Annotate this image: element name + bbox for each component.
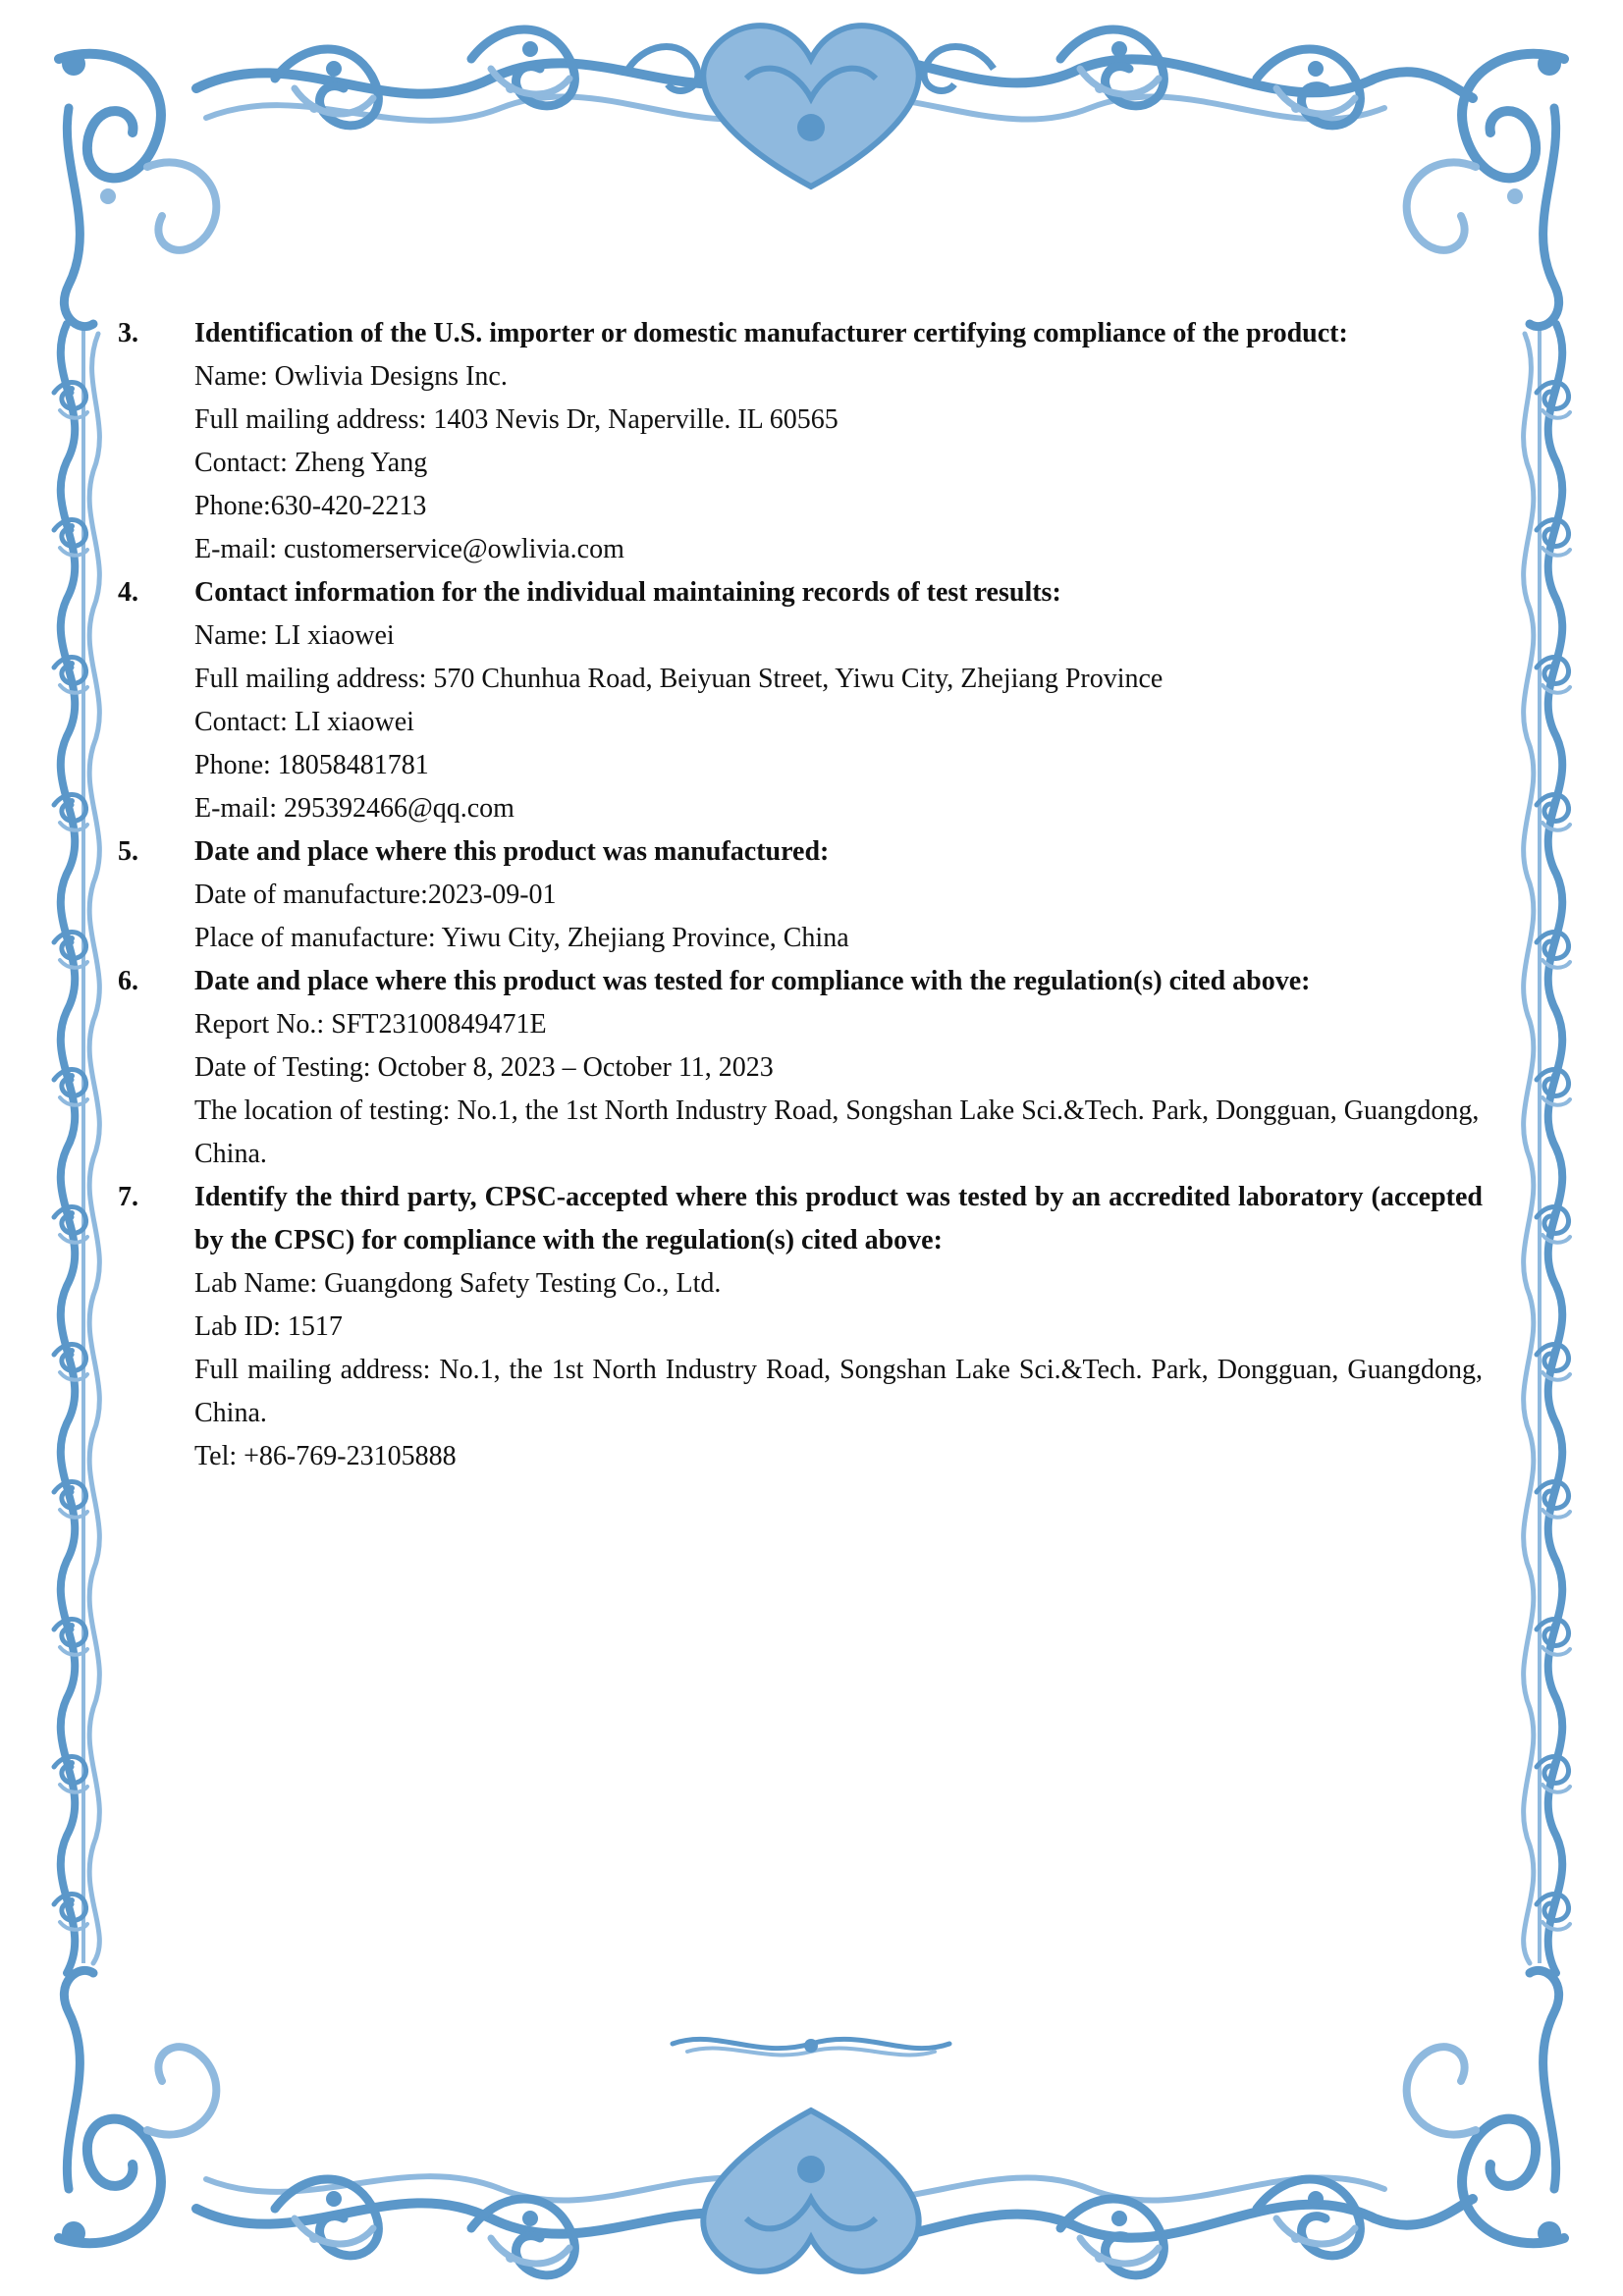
- lab-address: Full mailing address: No.1, the 1st North Industry Road, Songshan Lake Sci.&Tech. Park, Dongguan, Guangdong, China.: [194, 1355, 1483, 1428]
- records-phone: Phone: 18058481781: [194, 750, 429, 780]
- records-address: Full mailing address: 570 Chunhua Road, Beiyuan Street, Yiwu City, Zhejiang Province: [194, 664, 1163, 694]
- bottom-right-corner-ornament: [1407, 1970, 1564, 2245]
- section-number: 7.: [118, 1182, 138, 1212]
- section-6-testing: [118, 960, 1483, 1176]
- section-5-manufacture: [118, 830, 1483, 960]
- section-title: Date and place where this product was tested for compliance with the regulation(s) cited above:: [194, 966, 1311, 996]
- importer-contact: Contact: Zheng Yang: [194, 448, 428, 478]
- section-7-laboratory: [118, 1176, 1483, 1478]
- section-4-records-contact: [118, 571, 1483, 830]
- left-border: [54, 324, 99, 1973]
- lab-tel: Tel: +86-769-23105888: [194, 1441, 457, 1471]
- bottom-border: [196, 2039, 1473, 2275]
- section-title: Identification of the U.S. importer or domestic manufacturer certifying compliance of the product:: [194, 318, 1348, 348]
- report-number: Report No.: SFT23100849471E: [194, 1009, 547, 1040]
- testing-location: The location of testing: No.1, the 1st North Industry Road, Songshan Lake Sci.&Tech. Park, Dongguan, Guangdong, China.: [194, 1095, 1480, 1169]
- manufacture-place: Place of manufacture: Yiwu City, Zhejiang Province, China: [194, 923, 849, 953]
- records-contact: Contact: LI xiaowei: [194, 707, 414, 737]
- section-title: Identify the third party, CPSC-accepted where this product was tested by an accredited laboratory (accepted by the CPSC) for compliance with the regulation(s) cited above:: [194, 1182, 1483, 1255]
- section-number: 4.: [118, 577, 138, 608]
- lab-name: Lab Name: Guangdong Safety Testing Co., Ltd.: [194, 1268, 722, 1299]
- testing-dates: Date of Testing: October 8, 2023 – October 11, 2023: [194, 1052, 774, 1083]
- top-border: [196, 26, 1473, 187]
- records-email: E-mail: 295392466@qq.com: [194, 793, 514, 824]
- bottom-left-corner-ornament: [59, 1970, 216, 2245]
- lab-id: Lab ID: 1517: [194, 1311, 343, 1342]
- records-name: Name: LI xiaowei: [194, 620, 395, 651]
- top-right-corner-ornament: [1407, 52, 1564, 327]
- section-title: Contact information for the individual maintaining records of test results:: [194, 577, 1061, 608]
- manufacture-date: Date of manufacture:2023-09-01: [194, 880, 557, 910]
- section-title: Date and place where this product was manufactured:: [194, 836, 830, 867]
- document-content: [118, 312, 1483, 1478]
- section-3-importer: [118, 312, 1483, 571]
- importer-phone: Phone:630-420-2213: [194, 491, 427, 521]
- right-border: [1524, 324, 1570, 1973]
- importer-email: E-mail: customerservice@owlivia.com: [194, 534, 624, 564]
- importer-address: Full mailing address: 1403 Nevis Dr, Naperville. IL 60565: [194, 404, 839, 435]
- section-number: 5.: [118, 836, 138, 867]
- importer-name: Name: Owlivia Designs Inc.: [194, 361, 508, 392]
- top-left-corner-ornament: [59, 52, 216, 327]
- section-number: 6.: [118, 966, 138, 996]
- bottom-center-ornament: [703, 2110, 918, 2271]
- section-number: 3.: [118, 318, 138, 348]
- bottom-divider-ornament: [673, 2039, 949, 2055]
